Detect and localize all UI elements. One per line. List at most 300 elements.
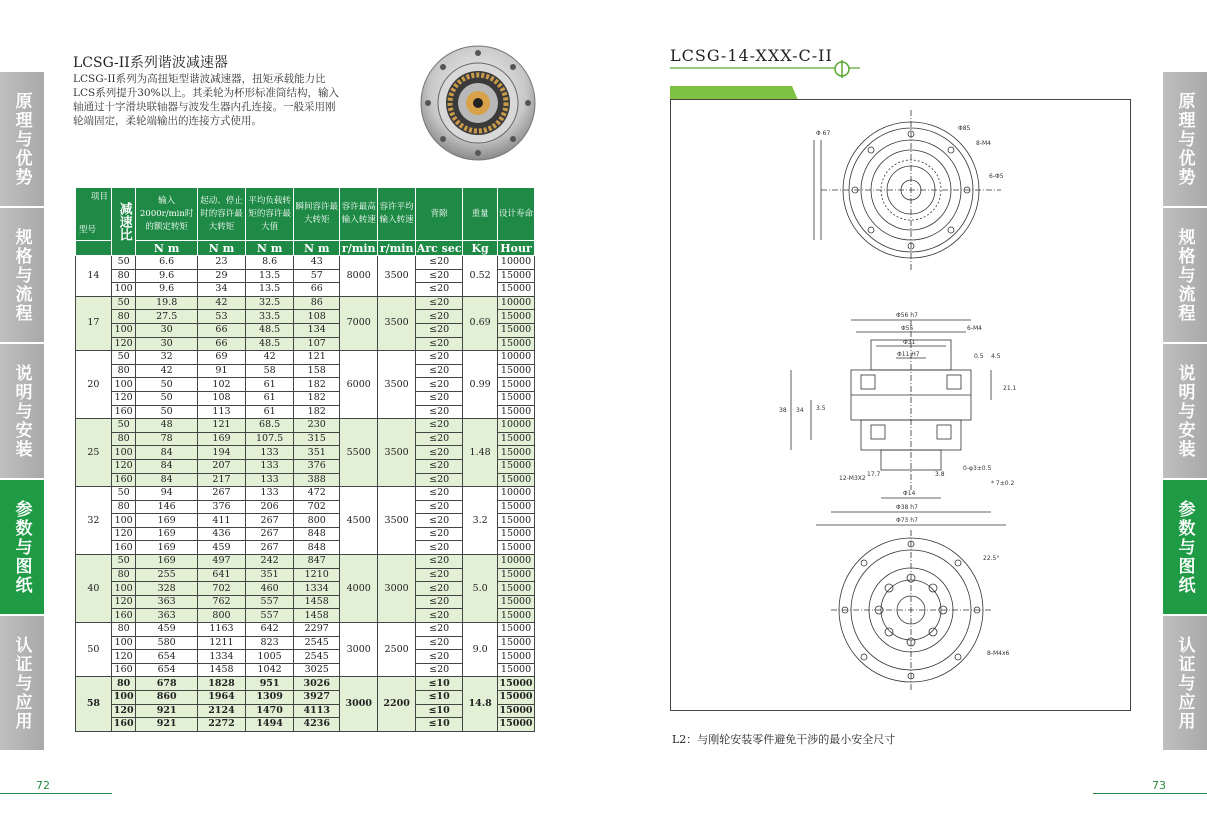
table-row bbox=[76, 555, 535, 569]
table-cell: 1163 bbox=[197, 623, 245, 637]
table-cell: 4500 bbox=[340, 487, 378, 555]
table-cell: 61 bbox=[246, 405, 294, 419]
table-cell: 1334 bbox=[294, 582, 340, 596]
dim-label: Φ73 h7 bbox=[896, 517, 918, 524]
table-cell: 100 bbox=[111, 691, 136, 705]
table-cell: 388 bbox=[294, 473, 340, 487]
table-cell: 15000 bbox=[499, 691, 533, 703]
table-cell: 1494 bbox=[246, 718, 294, 732]
table-cell: ≤20 bbox=[416, 650, 463, 664]
table-cell: 557 bbox=[246, 595, 294, 609]
left-page-number: 72 bbox=[36, 779, 50, 792]
right-page-rule bbox=[1093, 793, 1207, 794]
tab-cert-right[interactable]: 认证与应用 bbox=[1163, 616, 1207, 750]
table-cell: 15000 bbox=[498, 337, 535, 351]
table-cell: 642 bbox=[246, 623, 294, 637]
dim-label: 22.5° bbox=[983, 555, 1000, 562]
table-cell: 2545 bbox=[294, 636, 340, 650]
tab-install-left[interactable]: 说明与安装 bbox=[0, 344, 44, 478]
table-cell: 108 bbox=[197, 391, 245, 405]
table-cell: 32.5 bbox=[246, 296, 294, 310]
table-cell: 100 bbox=[111, 514, 136, 528]
table-cell: ≤20 bbox=[416, 623, 463, 637]
table-cell: ≤20 bbox=[416, 296, 463, 310]
table-cell: 1334 bbox=[197, 650, 245, 664]
table-cell: ≤20 bbox=[416, 351, 463, 365]
table-cell: 15000 bbox=[498, 527, 535, 541]
table-cell: 17 bbox=[76, 296, 112, 350]
table-cell: 8000 bbox=[340, 256, 378, 297]
table-cell: 15000 bbox=[498, 391, 535, 405]
table-cell: 29 bbox=[197, 269, 245, 283]
table-cell: 43 bbox=[294, 256, 340, 270]
unit-cell: r/min bbox=[378, 241, 416, 256]
table-cell: 100 bbox=[111, 446, 136, 460]
table-cell: 3026 bbox=[294, 677, 340, 691]
table-row bbox=[76, 487, 535, 501]
table-cell: 14.8 bbox=[463, 677, 498, 731]
dim-label: Φ55 bbox=[901, 325, 914, 332]
table-cell: 15000 bbox=[498, 323, 535, 337]
table-cell: ≤20 bbox=[416, 269, 463, 283]
unit-cell: Arc sec bbox=[416, 241, 462, 255]
table-cell: 30 bbox=[136, 337, 197, 351]
table-cell: 48 bbox=[136, 419, 197, 433]
tab-install-right[interactable]: 说明与安装 bbox=[1163, 344, 1207, 478]
left-page-description: LCSG-II系列为高扭矩型谐波减速器，扭矩承载能力比LCS系列提升30%以上。其柔轮为杯形标准筒结构，输入轴通过十字滑块联轴器与波发生器内孔连接。一般采用刚轮端固定，柔轮端输出的连接方式使用。 bbox=[73, 73, 340, 127]
table-cell: 15000 bbox=[498, 650, 535, 664]
table-cell: 0.99 bbox=[463, 351, 498, 419]
table-cell: 267 bbox=[246, 514, 294, 528]
table-cell: ≤20 bbox=[416, 459, 463, 473]
tab-spec-left[interactable]: 规格与流程 bbox=[0, 208, 44, 342]
dim-label: 3.5 bbox=[816, 405, 826, 412]
table-cell: 363 bbox=[136, 609, 197, 623]
table-cell: 50 bbox=[111, 555, 136, 569]
table-cell: 3025 bbox=[294, 663, 340, 677]
table-cell: 230 bbox=[294, 419, 340, 433]
table-cell: 376 bbox=[294, 459, 340, 473]
table-cell: 15000 bbox=[498, 663, 535, 677]
table-cell: 702 bbox=[197, 582, 245, 596]
table-cell: ≤10 bbox=[416, 718, 463, 732]
table-cell: 61 bbox=[246, 391, 294, 405]
table-cell: 15000 bbox=[499, 718, 533, 730]
table-cell: 1.48 bbox=[463, 419, 498, 487]
table-row bbox=[76, 256, 535, 270]
table-cell: 120 bbox=[111, 650, 136, 664]
table-cell: 951 bbox=[246, 677, 294, 691]
table-cell: 557 bbox=[246, 609, 294, 623]
table-cell: 160 bbox=[111, 609, 136, 623]
table-cell: 3000 bbox=[340, 677, 378, 731]
table-cell: 69 bbox=[197, 351, 245, 365]
unit-cell: Hour bbox=[498, 241, 535, 256]
table-cell: 10000 bbox=[498, 296, 535, 310]
table-cell: 169 bbox=[136, 527, 197, 541]
unit-cell: N m bbox=[246, 241, 294, 256]
tab-spec-right[interactable]: 规格与流程 bbox=[1163, 208, 1207, 342]
table-cell: 50 bbox=[111, 296, 136, 310]
table-cell: 32 bbox=[76, 487, 112, 555]
table-cell: 3927 bbox=[294, 691, 340, 705]
header-avg-speed: 容许平均输入转速 bbox=[378, 188, 416, 241]
table-cell: 351 bbox=[294, 446, 340, 460]
table-cell: 15000 bbox=[498, 405, 535, 419]
table-cell: 15000 bbox=[498, 636, 535, 650]
table-cell: ≤20 bbox=[416, 609, 463, 623]
table-cell: 15000 bbox=[498, 582, 535, 596]
table-cell: 2272 bbox=[197, 718, 245, 732]
table-cell: 32 bbox=[136, 351, 197, 365]
table-cell: 15000 bbox=[498, 446, 535, 460]
table-cell: 459 bbox=[197, 541, 245, 555]
table-cell: 255 bbox=[136, 568, 197, 582]
table-cell: 3500 bbox=[378, 351, 416, 419]
table-cell: ≤20 bbox=[416, 419, 463, 433]
table-cell: 207 bbox=[197, 459, 245, 473]
table-row bbox=[76, 351, 535, 365]
table-cell: 15000 bbox=[498, 500, 535, 514]
table-cell: 3500 bbox=[378, 256, 416, 297]
table-cell: 78 bbox=[136, 432, 197, 446]
table-cell: 10000 bbox=[498, 256, 535, 270]
table-cell: 160 bbox=[111, 718, 136, 732]
tab-principle-right[interactable]: 原理与优势 bbox=[1163, 72, 1207, 206]
dim-label: Φ38 h7 bbox=[896, 504, 918, 511]
drawing-note: L2：与刚轮安装零件避免干涉的最小安全尺寸 bbox=[672, 733, 896, 746]
table-cell: 2500 bbox=[378, 623, 416, 677]
table-cell: 80 bbox=[111, 432, 136, 446]
table-cell: 1005 bbox=[246, 650, 294, 664]
table-cell: 68.5 bbox=[246, 419, 294, 433]
table-cell: ≤20 bbox=[416, 473, 463, 487]
table-cell: 459 bbox=[136, 623, 197, 637]
table-cell: 15000 bbox=[498, 459, 535, 473]
dim-label: 21.1 bbox=[1003, 385, 1017, 392]
left-page-title: LCSG-II系列谐波减速器 bbox=[73, 55, 228, 71]
tab-principle-left[interactable]: 原理与优势 bbox=[0, 72, 44, 206]
table-cell: 702 bbox=[294, 500, 340, 514]
table-cell: ≤20 bbox=[416, 487, 463, 501]
table-cell: 86 bbox=[294, 296, 340, 310]
table-cell: ≤20 bbox=[416, 636, 463, 650]
table-cell: 120 bbox=[111, 527, 136, 541]
table-cell: 160 bbox=[111, 405, 136, 419]
table-cell: 107.5 bbox=[246, 432, 294, 446]
table-cell: ≤20 bbox=[416, 663, 463, 677]
header-momentary-torque: 瞬间容许最大转矩 bbox=[294, 188, 340, 241]
table-cell: 94 bbox=[136, 487, 197, 501]
table-row bbox=[76, 623, 535, 637]
table-cell: ≤20 bbox=[416, 541, 463, 555]
table-cell: 206 bbox=[246, 500, 294, 514]
table-cell: 48.5 bbox=[246, 323, 294, 337]
table-cell: 3.2 bbox=[463, 487, 498, 555]
title-decoration bbox=[670, 52, 870, 102]
dim-label: 0-φ3±0.5 bbox=[963, 465, 992, 472]
table-cell: ≤20 bbox=[416, 337, 463, 351]
table-cell: ≤20 bbox=[416, 446, 463, 460]
dim-label: 38 bbox=[779, 407, 787, 414]
table-cell: 107 bbox=[294, 337, 340, 351]
table-cell: 15000 bbox=[498, 310, 535, 324]
table-cell: 2297 bbox=[294, 623, 340, 637]
table-cell: 10000 bbox=[498, 487, 535, 501]
table-cell: 860 bbox=[136, 691, 197, 705]
dim-label: 6-M4 bbox=[967, 325, 982, 332]
table-cell: 50 bbox=[111, 487, 136, 501]
table-cell: ≤20 bbox=[416, 500, 463, 514]
table-cell: ≤20 bbox=[416, 527, 463, 541]
table-cell: 42 bbox=[197, 296, 245, 310]
header-item: 项目 bbox=[90, 192, 108, 202]
table-cell: 1828 bbox=[197, 677, 245, 691]
table-cell: 133 bbox=[246, 473, 294, 487]
table-cell: 9.6 bbox=[136, 269, 197, 283]
table-cell: 84 bbox=[136, 459, 197, 473]
table-cell: 61 bbox=[246, 378, 294, 392]
dim-label: Φ11 H7 bbox=[897, 351, 920, 358]
header-max-speed: 容许最高输入转速 bbox=[340, 188, 378, 241]
table-cell: 15000 bbox=[498, 541, 535, 555]
tab-params-right[interactable]: 参数与图纸 bbox=[1163, 480, 1207, 614]
table-cell: 8.6 bbox=[246, 256, 294, 270]
table-cell: 120 bbox=[111, 337, 136, 351]
table-cell: 580 bbox=[136, 636, 197, 650]
table-cell: 14 bbox=[76, 256, 112, 297]
table-cell: 121 bbox=[197, 419, 245, 433]
table-cell: 100 bbox=[111, 378, 136, 392]
header-rated-torque: 输入2000r/min时的额定转矩 bbox=[136, 188, 197, 241]
table-cell: 146 bbox=[136, 500, 197, 514]
dim-label: 34 bbox=[796, 407, 804, 414]
table-cell: 53 bbox=[197, 310, 245, 324]
table-cell: 267 bbox=[197, 487, 245, 501]
table-cell: 242 bbox=[246, 555, 294, 569]
table-cell: 315 bbox=[294, 432, 340, 446]
table-cell: 160 bbox=[111, 473, 136, 487]
table-cell: 48.5 bbox=[246, 337, 294, 351]
table-cell: 108 bbox=[294, 310, 340, 324]
dim-label: Φ56 h7 bbox=[896, 312, 918, 319]
table-cell: 34 bbox=[197, 283, 245, 297]
table-cell: 2545 bbox=[294, 650, 340, 664]
table-cell: ≤20 bbox=[416, 378, 463, 392]
table-cell: 25 bbox=[76, 419, 112, 487]
table-cell: ≤20 bbox=[416, 555, 463, 569]
table-cell: 100 bbox=[111, 323, 136, 337]
table-cell: 10000 bbox=[498, 419, 535, 433]
table-cell: 0.52 bbox=[463, 256, 498, 297]
table-cell: ≤20 bbox=[416, 514, 463, 528]
table-cell: 0.69 bbox=[463, 296, 498, 350]
table-cell: 23 bbox=[197, 256, 245, 270]
table-cell: 351 bbox=[246, 568, 294, 582]
table-cell: 3500 bbox=[378, 487, 416, 555]
table-cell: 411 bbox=[197, 514, 245, 528]
table-cell: 800 bbox=[197, 609, 245, 623]
right-page-title: LCSG-14-XXX-C-II bbox=[670, 46, 833, 65]
table-cell: 134 bbox=[294, 323, 340, 337]
table-cell: 50 bbox=[111, 419, 136, 433]
table-cell: 160 bbox=[111, 663, 136, 677]
table-cell: 84 bbox=[136, 473, 197, 487]
table-cell: 376 bbox=[197, 500, 245, 514]
table-cell: 5.0 bbox=[463, 555, 498, 623]
table-cell: 9.6 bbox=[136, 283, 197, 297]
table-cell: 800 bbox=[294, 514, 340, 528]
table-cell: 66 bbox=[197, 337, 245, 351]
table-row bbox=[76, 419, 535, 433]
table-cell: 50 bbox=[111, 351, 136, 365]
table-cell: 4113 bbox=[294, 704, 340, 718]
header-avg-torque: 平均负载转矩的容许最大值 bbox=[246, 188, 294, 241]
table-cell: 15000 bbox=[498, 473, 535, 487]
unit-cell: r/min bbox=[340, 241, 378, 256]
table-cell: 169 bbox=[136, 541, 197, 555]
table-cell: ≤10 bbox=[416, 677, 463, 691]
table-cell: 57 bbox=[294, 269, 340, 283]
table-cell: 91 bbox=[197, 364, 245, 378]
dim-label: Φ 67 bbox=[816, 130, 831, 137]
table-cell: 160 bbox=[111, 541, 136, 555]
header-life: 设计寿命 bbox=[498, 188, 535, 241]
table-cell: 33.5 bbox=[246, 310, 294, 324]
table-cell: 497 bbox=[197, 555, 245, 569]
table-cell: 194 bbox=[197, 446, 245, 460]
table-cell: ≤10 bbox=[416, 704, 463, 718]
table-cell: 42 bbox=[136, 364, 197, 378]
table-cell: 762 bbox=[197, 595, 245, 609]
table-cell: 113 bbox=[197, 405, 245, 419]
table-cell: 15000 bbox=[498, 432, 535, 446]
table-cell: ≤20 bbox=[416, 595, 463, 609]
table-cell: 42 bbox=[246, 351, 294, 365]
dim-label: 0.5 bbox=[974, 353, 984, 360]
table-cell: 13.5 bbox=[246, 283, 294, 297]
header-backlash: 背隙 bbox=[416, 188, 463, 241]
left-page-rule bbox=[0, 793, 112, 794]
dim-label: 6-Φ5 bbox=[989, 173, 1004, 180]
table-cell: 100 bbox=[111, 283, 136, 297]
table-cell: 120 bbox=[111, 459, 136, 473]
table-cell: ≤20 bbox=[416, 391, 463, 405]
product-photo bbox=[418, 43, 538, 163]
table-cell: 27.5 bbox=[136, 310, 197, 324]
table-cell: ≤10 bbox=[416, 691, 463, 705]
table-cell: 7000 bbox=[340, 296, 378, 350]
table-cell: 182 bbox=[294, 391, 340, 405]
tab-params-left[interactable]: 参数与图纸 bbox=[0, 480, 44, 614]
table-cell: 1470 bbox=[246, 704, 294, 718]
table-cell: 80 bbox=[111, 269, 136, 283]
table-row bbox=[76, 677, 535, 691]
table-cell: 3000 bbox=[340, 623, 378, 677]
table-cell: 40 bbox=[76, 555, 112, 623]
header-ratio: 减速比 bbox=[111, 188, 136, 256]
table-cell: 1211 bbox=[197, 636, 245, 650]
header-model: 型号 bbox=[79, 225, 97, 235]
table-cell: 120 bbox=[111, 704, 136, 718]
table-cell: 100 bbox=[111, 582, 136, 596]
dim-label: 12-M3X2 bbox=[839, 475, 866, 482]
table-cell: 15000 bbox=[498, 378, 535, 392]
table-cell: 182 bbox=[294, 378, 340, 392]
table-cell: 15000 bbox=[498, 623, 535, 637]
table-cell: 3000 bbox=[378, 555, 416, 623]
table-cell: 1458 bbox=[197, 663, 245, 677]
table-cell: ≤20 bbox=[416, 364, 463, 378]
table-cell: ≤20 bbox=[416, 405, 463, 419]
dim-label: 8-M4x6 bbox=[987, 650, 1010, 657]
table-cell: 15000 bbox=[499, 677, 533, 689]
table-cell: 328 bbox=[136, 582, 197, 596]
dim-label: Φ31 bbox=[903, 339, 916, 346]
table-cell: ≤20 bbox=[416, 256, 463, 270]
table-cell: 10000 bbox=[498, 351, 535, 365]
dim-label: * 7±0.2 bbox=[991, 480, 1015, 487]
dim-label: 8-M4 bbox=[976, 140, 991, 147]
table-cell: 84 bbox=[136, 446, 197, 460]
table-cell: 50 bbox=[136, 391, 197, 405]
table-cell: 58 bbox=[246, 364, 294, 378]
dim-label: Φ14 bbox=[903, 490, 916, 497]
table-cell: 848 bbox=[294, 541, 340, 555]
table-cell: 1458 bbox=[294, 595, 340, 609]
engineering-drawing bbox=[671, 100, 1130, 710]
table-cell: 50 bbox=[111, 256, 136, 270]
table-cell: 169 bbox=[136, 514, 197, 528]
table-cell: 436 bbox=[197, 527, 245, 541]
tab-cert-left[interactable]: 认证与应用 bbox=[0, 616, 44, 750]
table-cell: 120 bbox=[111, 595, 136, 609]
table-cell: 5500 bbox=[340, 419, 378, 487]
table-cell: ≤20 bbox=[416, 310, 463, 324]
table-cell: 217 bbox=[197, 473, 245, 487]
table-cell: 267 bbox=[246, 541, 294, 555]
table-cell: 50 bbox=[136, 378, 197, 392]
header-item-model-cell bbox=[76, 188, 112, 241]
table-cell: 50 bbox=[136, 405, 197, 419]
table-cell: 133 bbox=[246, 487, 294, 501]
table-cell: 9.0 bbox=[463, 623, 498, 677]
unit-cell: Kg bbox=[463, 241, 498, 256]
table-cell: 169 bbox=[197, 432, 245, 446]
table-cell: 15000 bbox=[498, 364, 535, 378]
table-cell: 921 bbox=[136, 718, 197, 732]
table-cell: 641 bbox=[197, 568, 245, 582]
table-cell: 2200 bbox=[378, 677, 416, 731]
table-cell: 3500 bbox=[378, 419, 416, 487]
table-cell: 6.6 bbox=[136, 256, 197, 270]
table-cell: 120 bbox=[111, 391, 136, 405]
table-cell: 58 bbox=[76, 677, 112, 731]
header-weight: 重量 bbox=[463, 188, 498, 241]
table-cell: 30 bbox=[136, 323, 197, 337]
table-cell: 847 bbox=[294, 555, 340, 569]
table-cell: 4236 bbox=[294, 718, 340, 732]
table-cell: 80 bbox=[111, 310, 136, 324]
dim-label: 4.5 bbox=[991, 353, 1001, 360]
table-cell: 3500 bbox=[378, 296, 416, 350]
spec-table bbox=[75, 187, 535, 732]
table-cell: 921 bbox=[136, 704, 197, 718]
table-cell: 80 bbox=[111, 623, 136, 637]
dim-label: 17.7 bbox=[867, 471, 881, 478]
table-cell: 80 bbox=[111, 364, 136, 378]
table-cell: 15000 bbox=[499, 704, 533, 716]
